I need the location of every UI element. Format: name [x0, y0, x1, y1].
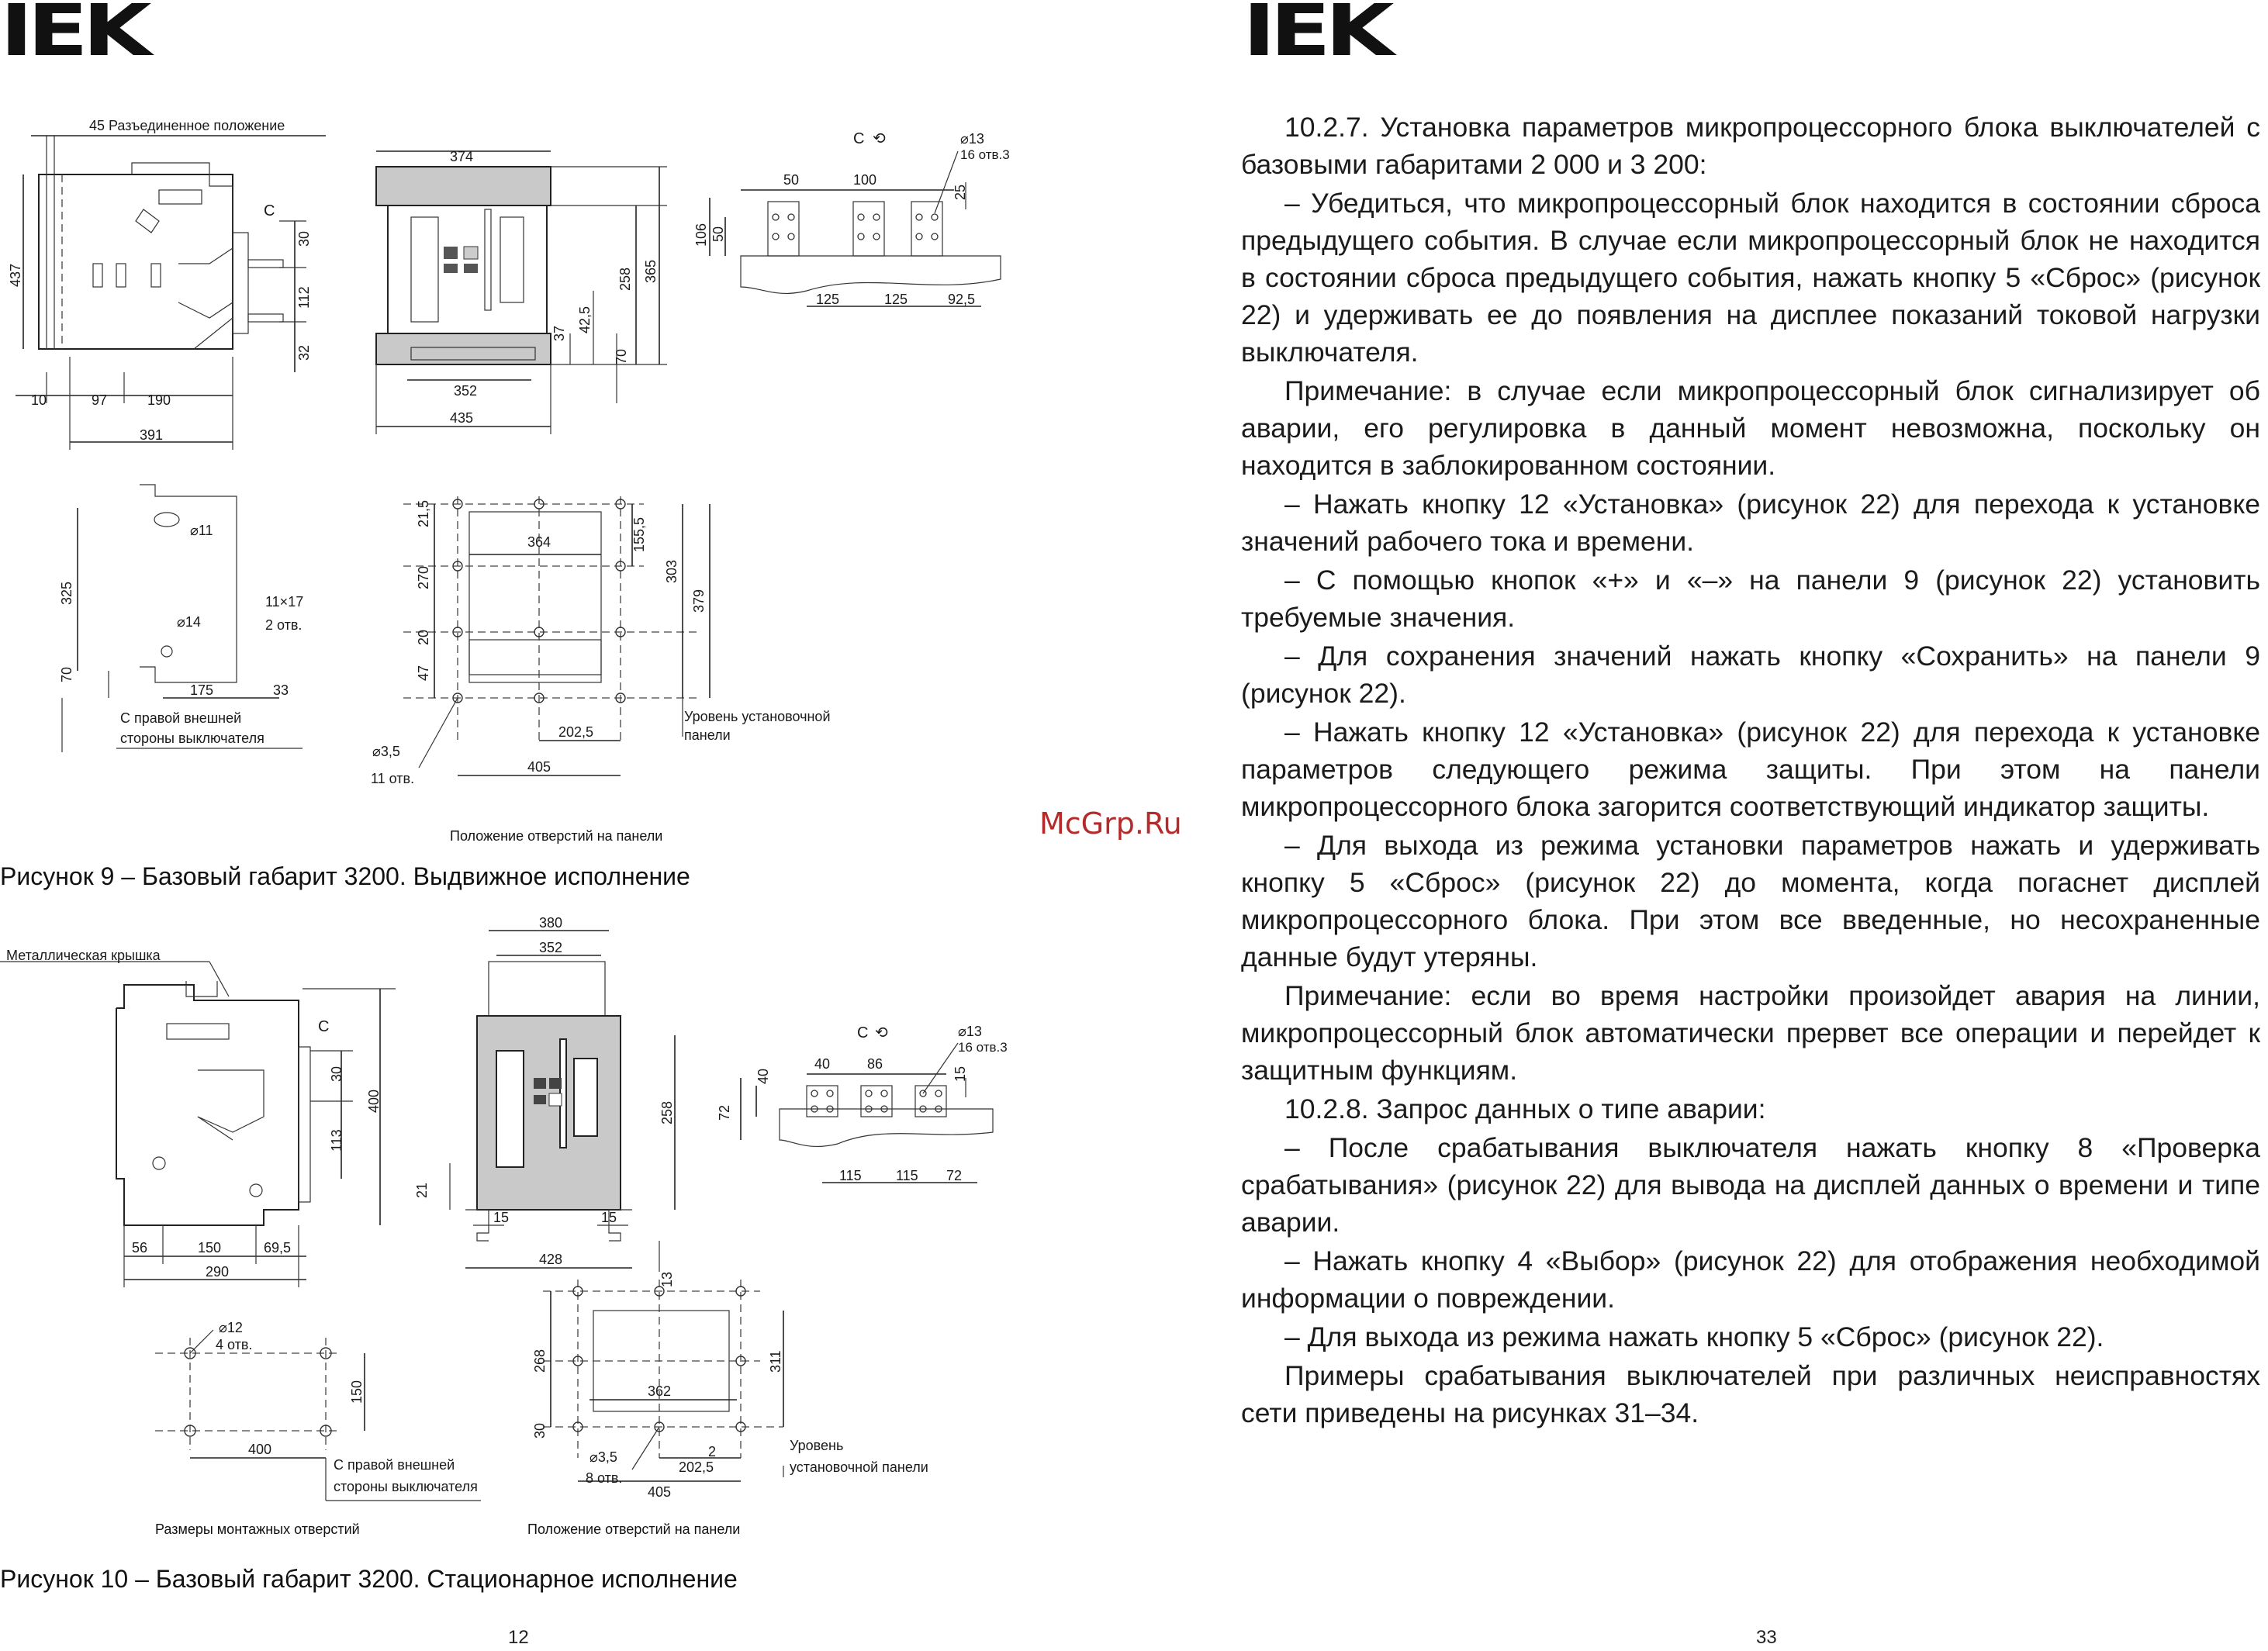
- c-label: C: [853, 130, 865, 147]
- dim-text: 175: [190, 682, 214, 698]
- cover-label: Металлическая крышка: [6, 948, 161, 963]
- note-text: стороны выключателя: [334, 1479, 478, 1494]
- level-label: установочной панели: [790, 1459, 928, 1475]
- dim-text: 352: [539, 940, 563, 955]
- dim-text: 125: [816, 292, 840, 307]
- dim-text: 13: [659, 1271, 675, 1287]
- paragraph: – После срабатывания выключателя нажать кнопку 8 «Проверка срабатывания» (рисунок 22) для вывода на дисплей данных о времени и типе аварии.: [1241, 1132, 2260, 1238]
- dim-text: 56: [132, 1240, 148, 1256]
- figure9-caption: Рисунок 9 – Базовый габарит 3200. Выдвижное исполнение: [0, 862, 690, 890]
- hole-label: ⌀13: [960, 131, 984, 147]
- dim-text: 30: [532, 1422, 548, 1439]
- hole-label: ⌀3,5: [589, 1449, 617, 1465]
- dim-text: 15: [952, 1066, 968, 1082]
- level-label: панели: [684, 727, 731, 743]
- iek-logo: IEK: [0, 0, 146, 72]
- fig9-panel-view: [403, 496, 710, 775]
- dim-text: 2: [708, 1444, 717, 1459]
- hole-count: 4 отв.: [216, 1337, 253, 1352]
- hole-label: ⌀3,5: [372, 744, 400, 759]
- paragraph: – Нажать кнопку 12 «Установка» (рисунок 22) для перехода к установке параметров следующего режима защиты. При этом на панели микропроцессорного блока загорится соответствующий индикатор защиты.: [1241, 717, 2260, 822]
- dim-text: 70: [614, 348, 629, 364]
- dim-text: 125: [884, 292, 908, 307]
- dim-text: 10: [31, 392, 47, 408]
- paragraph: – Убедиться, что микропроцессорный блок находится в состоянии сброса предыдущего события. В случае если микропроцессорный блок не находится в состоянии сброса предыдущего события, нажать кнопку 5 «Сброс» (рисунок 22) и удерживать ее до появления на дисплее показаний токовой нагрузки выключателя.: [1241, 188, 2260, 368]
- c-label: C: [857, 1024, 869, 1041]
- fig10-mount-view: [155, 1330, 481, 1501]
- hole-label: ⌀12: [219, 1320, 243, 1335]
- dim-text: 106: [693, 223, 709, 247]
- hole-label: ⌀14: [177, 614, 201, 630]
- dim-text: 30: [296, 230, 312, 247]
- paragraph: Примечание: если во время настройки произойдет авария на линии, микропроцессорный блок автоматически прервет все операции и перейдет к защитным функциям.: [1241, 980, 2260, 1086]
- dim-text: 47: [416, 665, 431, 681]
- dim-text: 21: [414, 1182, 430, 1198]
- hole-count: 11 отв.: [371, 771, 415, 786]
- dim-text: 380: [539, 915, 563, 931]
- paragraph: – Нажать кнопку 4 «Выбор» (рисунок 22) для отображения необходимой информации о повреждении.: [1241, 1245, 2260, 1314]
- paragraph: Примечание: в случае если микропроцессорный блок сигнализирует об аварии, его регулировка в данный момент невозможна, поскольку он находится в заблокированном состоянии.: [1241, 375, 2260, 481]
- fig9-front-view: [376, 151, 667, 434]
- paragraph: – Для выхода из режима установки параметров нажать и удерживать кнопку 5 «Сброс» (рисунок 22) до момента, когда погаснет дисплей микропроцессорного блока. При этом все введенные, но несохраненные данные будут утеряны.: [1241, 830, 2260, 972]
- hole-count: 8 отв.: [586, 1470, 623, 1486]
- hole-count: 16 отв.3: [958, 1040, 1008, 1055]
- dim-text: 400: [248, 1442, 272, 1457]
- paragraph: 10.2.8. Запрос данных о типе аварии:: [1284, 1093, 1766, 1124]
- rotate-icon: ⟲: [873, 130, 886, 147]
- dim-text: 15: [601, 1210, 617, 1225]
- dim-text: 92,5: [948, 292, 976, 307]
- page-number: 12: [508, 1627, 529, 1648]
- level-label: Уровень: [790, 1438, 844, 1453]
- dim-text: 365: [643, 259, 659, 283]
- dim-text: 364: [527, 534, 551, 550]
- paragraph: 10.2.7. Установка параметров микропроцессорного блока выключателей с базовыми габаритами 2 000 и 3 200:: [1241, 112, 2260, 180]
- dim-text: 72: [717, 1104, 732, 1121]
- dim-text: 270: [416, 565, 431, 589]
- instructions-text: [1241, 109, 2260, 1433]
- dim-text: 303: [664, 559, 679, 583]
- dim-text: 352: [454, 383, 478, 399]
- dim-text: 50: [783, 172, 800, 188]
- dim-text: 70: [59, 666, 74, 682]
- figure10-caption: Рисунок 10 – Базовый габарит 3200. Стационарное исполнение: [0, 1565, 738, 1593]
- dim-text: 69,5: [264, 1240, 292, 1256]
- dim-text: 21,5: [416, 499, 431, 527]
- dim-text: 437: [8, 263, 23, 287]
- dim-text: 32: [296, 344, 312, 361]
- dim-text: 405: [527, 759, 551, 775]
- fig10-panel-subcaption: Положение отверстий на панели: [527, 1521, 741, 1537]
- dim-text: 86: [867, 1056, 883, 1072]
- note-text: С правой внешней: [120, 710, 242, 726]
- dim-text: 97: [92, 392, 108, 408]
- level-label: Уровень установочной: [684, 709, 831, 724]
- page-number: 33: [1756, 1627, 1777, 1648]
- dim-text: 362: [648, 1383, 672, 1399]
- dim-text: 112: [296, 286, 312, 309]
- dim-text: 428: [539, 1252, 563, 1267]
- dim-text: 113: [329, 1129, 344, 1152]
- hole-label: ⌀13: [958, 1024, 982, 1039]
- c-label: C: [318, 1018, 330, 1035]
- rotate-icon: ⟲: [875, 1024, 888, 1041]
- dim-text: 391: [140, 427, 164, 443]
- fig10-mount-subcaption: Размеры монтажных отверстий: [155, 1521, 360, 1537]
- dim-text: 374: [450, 149, 474, 164]
- fig10-panel-view: [543, 1280, 783, 1481]
- dim-text: 37: [551, 325, 567, 341]
- dim-text: 202,5: [679, 1459, 714, 1475]
- fig10-side-view: [0, 962, 396, 1287]
- dim-text: 42,5: [577, 306, 593, 333]
- dim-text: 40: [755, 1068, 771, 1084]
- iek-logo: IEK: [1243, 0, 1388, 72]
- right-page: [1134, 0, 2268, 1651]
- dim-text: 20: [416, 629, 431, 645]
- fig9-panel-subcaption: Положение отверстий на панели: [450, 828, 663, 844]
- dim-text: 150: [198, 1240, 222, 1256]
- paragraph: – С помощью кнопок «+» и «–» на панели 9 (рисунок 22) установить требуемые значения.: [1241, 565, 2260, 633]
- watermark: McGrp.Ru: [1039, 807, 1182, 841]
- hole-count: 16 отв.3: [960, 147, 1010, 162]
- dim-text: 400: [366, 1089, 382, 1113]
- hole-label: ⌀11: [190, 523, 213, 538]
- c-label: C: [264, 202, 275, 219]
- dim-text: 15: [493, 1210, 510, 1225]
- dim-text: 150: [349, 1380, 365, 1404]
- label-disconnected: 45 Разъединенное положение: [89, 118, 285, 133]
- dim-text: 115: [839, 1168, 862, 1183]
- dim-text: 202,5: [558, 724, 594, 740]
- dim-text: 25: [952, 184, 968, 200]
- paragraph: – Для сохранения значений нажать кнопку «Сохранить» на панели 9 (рисунок 22).: [1241, 641, 2260, 709]
- dim-text: 115: [896, 1168, 918, 1183]
- dim-text: 325: [59, 581, 74, 605]
- dim-text: 435: [450, 410, 474, 426]
- note-text: С правой внешней: [334, 1457, 455, 1473]
- fig10-front-view: [450, 931, 675, 1272]
- paragraph: – Нажать кнопку 12 «Установка» (рисунок 22) для перехода к установке значений рабочего тока и времени.: [1241, 489, 2260, 557]
- dim-text: 290: [206, 1264, 230, 1280]
- note-text: стороны выключателя: [120, 731, 264, 746]
- dim-text: 258: [617, 267, 633, 291]
- dim-text: 100: [853, 172, 877, 188]
- dim-text: 50: [710, 226, 726, 242]
- slot-count: 2 отв.: [265, 617, 303, 633]
- dim-text: 72: [946, 1168, 963, 1183]
- dim-text: 258: [659, 1100, 675, 1124]
- dim-text: 268: [532, 1349, 548, 1373]
- dim-text: 40: [814, 1056, 831, 1072]
- dim-text: 30: [329, 1066, 344, 1082]
- dim-text: 190: [147, 392, 171, 408]
- dim-text: 405: [648, 1484, 672, 1500]
- dim-text: 155,5: [631, 516, 647, 552]
- dim-text: 33: [273, 682, 289, 698]
- slot-label: 11×17: [265, 594, 304, 610]
- dim-text: 311: [768, 1350, 783, 1373]
- paragraph: Примеры срабатывания выключателей при различных неисправностях сети приведены на рисунках 31–34.: [1241, 1360, 2260, 1428]
- dim-text: 379: [691, 589, 707, 613]
- paragraph: – Для выхода из режима нажать кнопку 5 «Сброс» (рисунок 22).: [1284, 1321, 2104, 1352]
